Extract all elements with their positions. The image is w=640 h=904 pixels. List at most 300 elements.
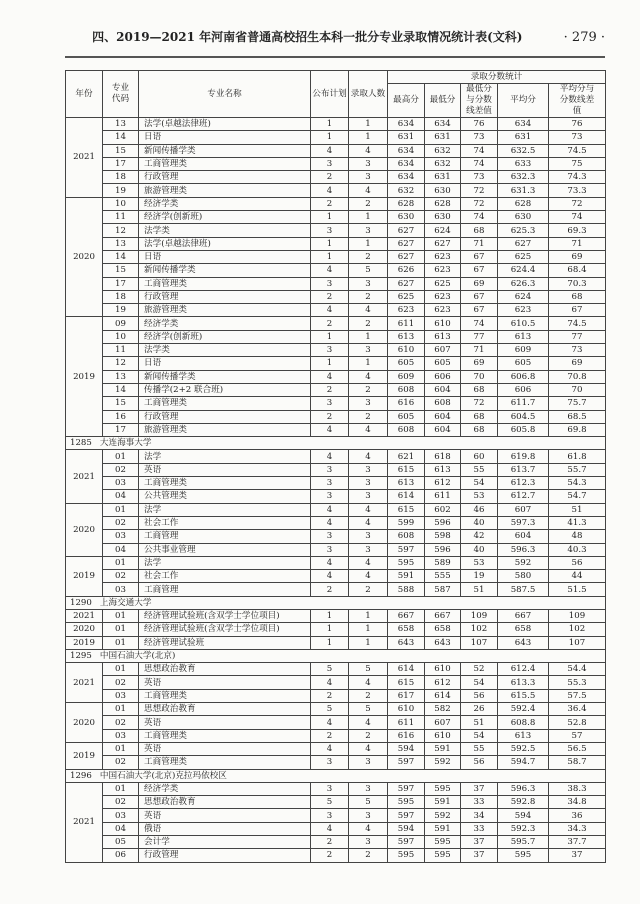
code-cell: 01 [103,503,139,516]
avg-diff-cell: 51 [549,503,606,516]
min-cell: 624 [425,224,461,237]
table-row [66,822,606,835]
min-cell: 587 [425,583,461,596]
admit-cell: 1 [349,623,388,636]
avg-diff-cell: 40.3 [549,543,606,556]
code-cell: 15 [103,144,139,157]
year-cell: 2020 [66,503,103,556]
plan-cell: 4 [311,556,349,569]
avg-cell: 594.7 [498,756,549,769]
avg-diff-cell: 74.5 [549,317,606,330]
table-row [66,171,606,184]
avg-diff-cell: 72 [549,197,606,210]
min-cell: 555 [425,570,461,583]
avg-diff-cell: 77 [549,330,606,343]
code-cell: 18 [103,171,139,184]
min-cell: 582 [425,703,461,716]
name-cell: 法学(卓越法律班) [139,118,311,131]
plan-cell: 2 [311,317,349,330]
avg-diff-cell: 67 [549,304,606,317]
code-cell: 02 [103,716,139,729]
page-header [65,30,605,45]
avg-diff-cell: 61.8 [549,450,606,463]
school-code: 1295 [70,651,92,662]
min-diff-cell: 37 [461,849,498,862]
avg-diff-cell: 56 [549,556,606,569]
admit-cell: 3 [349,277,388,290]
plan-cell: 1 [311,237,349,250]
year-cell: 2021 [66,118,103,198]
avg-cell: 630 [498,211,549,224]
avg-cell: 613.7 [498,463,549,476]
table-row [66,370,606,383]
name-cell: 行政管理 [139,410,311,423]
max-cell: 615 [388,503,425,516]
col-stats: 录取分数统计 [388,71,606,84]
table-row [66,197,606,210]
min-cell: 610 [425,663,461,676]
admit-cell: 4 [349,423,388,436]
name-cell: 工商管理 [139,583,311,596]
min-diff-cell: 68 [461,423,498,436]
plan-cell: 2 [311,849,349,862]
max-cell: 597 [388,543,425,556]
code-cell: 02 [103,570,139,583]
admit-cell: 3 [349,397,388,410]
min-diff-cell: 71 [461,237,498,250]
admit-cell: 1 [349,237,388,250]
min-cell: 643 [425,636,461,649]
avg-cell: 658 [498,623,549,636]
code-cell: 04 [103,543,139,556]
avg-diff-cell: 52.8 [549,716,606,729]
code-cell: 13 [103,237,139,250]
avg-diff-cell: 36 [549,809,606,822]
max-cell: 628 [388,197,425,210]
admit-cell: 3 [349,809,388,822]
table-row [66,450,606,463]
avg-diff-cell: 69 [549,250,606,263]
code-cell: 13 [103,118,139,131]
avg-cell: 605.8 [498,423,549,436]
avg-cell: 610.5 [498,317,549,330]
max-cell: 630 [388,211,425,224]
code-cell: 01 [103,663,139,676]
max-cell: 591 [388,570,425,583]
min-diff-cell: 107 [461,636,498,649]
plan-cell: 3 [311,397,349,410]
page-title: 四、2019—2021 年河南省普通高校招生本科一批分专业录取情况统计表(文科) [92,30,523,44]
plan-cell: 3 [311,756,349,769]
table-row [66,809,606,822]
min-cell: 623 [425,250,461,263]
name-cell: 会计学 [139,836,311,849]
name-cell: 旅游管理类 [139,184,311,197]
admit-cell: 2 [349,729,388,742]
plan-cell: 3 [311,782,349,795]
table-row [66,689,606,702]
min-cell: 596 [425,516,461,529]
min-diff-cell: 53 [461,490,498,503]
admit-cell: 4 [349,370,388,383]
plan-cell: 1 [311,118,349,131]
min-diff-cell: 109 [461,609,498,622]
school-code: 1285 [70,438,92,449]
table-body [66,118,606,863]
min-cell: 596 [425,543,461,556]
avg-diff-cell: 37.7 [549,836,606,849]
plan-cell: 2 [311,171,349,184]
admit-cell: 3 [349,171,388,184]
min-cell: 602 [425,503,461,516]
school-name: 大连海事大学 [99,438,152,449]
school-row [66,649,606,662]
avg-cell: 627 [498,237,549,250]
table-row [66,290,606,303]
name-cell: 公共事业管理 [139,543,311,556]
plan-cell: 4 [311,144,349,157]
admit-cell: 4 [349,450,388,463]
name-cell: 公共管理类 [139,490,311,503]
admit-cell: 4 [349,144,388,157]
max-cell: 616 [388,729,425,742]
max-cell: 611 [388,317,425,330]
max-cell: 634 [388,157,425,170]
avg-diff-cell: 76 [549,118,606,131]
name-cell: 经济管理试验班 [139,636,311,649]
avg-cell: 604 [498,530,549,543]
min-diff-cell: 55 [461,742,498,755]
code-cell: 01 [103,556,139,569]
max-cell: 623 [388,304,425,317]
max-cell: 627 [388,250,425,263]
avg-cell: 613 [498,729,549,742]
avg-diff-cell: 69 [549,357,606,370]
min-cell: 614 [425,689,461,702]
table-row [66,849,606,862]
plan-cell: 4 [311,184,349,197]
code-cell: 03 [103,809,139,822]
plan-cell: 2 [311,383,349,396]
admit-cell: 2 [349,410,388,423]
min-cell: 632 [425,144,461,157]
code-cell: 19 [103,184,139,197]
avg-cell: 596.3 [498,782,549,795]
min-cell: 613 [425,330,461,343]
max-cell: 605 [388,410,425,423]
min-cell: 610 [425,317,461,330]
min-cell: 630 [425,184,461,197]
table-row [66,277,606,290]
school-code: 1296 [70,770,92,781]
min-cell: 667 [425,609,461,622]
min-diff-cell: 102 [461,623,498,636]
table-row [66,716,606,729]
max-cell: 609 [388,370,425,383]
avg-diff-cell: 107 [549,636,606,649]
max-cell: 597 [388,836,425,849]
plan-cell: 1 [311,357,349,370]
avg-diff-cell: 70 [549,383,606,396]
min-cell: 589 [425,556,461,569]
name-cell: 工商管理类 [139,729,311,742]
avg-cell: 624 [498,290,549,303]
code-cell: 12 [103,357,139,370]
school-row [66,596,606,609]
admit-cell: 4 [349,570,388,583]
max-cell: 595 [388,556,425,569]
name-cell: 新闻传播学类 [139,144,311,157]
name-cell: 新闻传播学类 [139,370,311,383]
max-cell: 634 [388,171,425,184]
admit-cell: 3 [349,836,388,849]
min-cell: 592 [425,809,461,822]
min-cell: 598 [425,530,461,543]
min-diff-cell: 37 [461,782,498,795]
admit-cell: 3 [349,782,388,795]
table-row [66,663,606,676]
year-cell: 2021 [66,663,103,703]
min-diff-cell: 67 [461,264,498,277]
min-diff-cell: 74 [461,211,498,224]
table-row [66,836,606,849]
min-diff-cell: 19 [461,570,498,583]
avg-cell: 625 [498,250,549,263]
avg-diff-cell: 68 [549,290,606,303]
name-cell: 思想政治教育 [139,703,311,716]
min-diff-cell: 72 [461,184,498,197]
name-cell: 工商管理类 [139,397,311,410]
name-cell: 工商管理类 [139,157,311,170]
min-cell: 607 [425,344,461,357]
max-cell: 595 [388,849,425,862]
min-cell: 631 [425,131,461,144]
name-cell: 思想政治教育 [139,796,311,809]
plan-cell: 1 [311,250,349,263]
name-cell: 旅游管理类 [139,304,311,317]
code-cell: 01 [103,609,139,622]
table-header [66,71,606,118]
code-cell: 17 [103,423,139,436]
avg-diff-cell: 74.3 [549,171,606,184]
code-cell: 02 [103,796,139,809]
year-cell: 2021 [66,450,103,503]
avg-cell: 631 [498,131,549,144]
plan-cell: 4 [311,264,349,277]
name-cell: 工商管理 [139,530,311,543]
avg-diff-cell: 57 [549,729,606,742]
table-row [66,570,606,583]
code-cell: 02 [103,516,139,529]
plan-cell: 3 [311,809,349,822]
name-cell: 法学 [139,503,311,516]
code-cell: 04 [103,822,139,835]
table-row [66,703,606,716]
avg-diff-cell: 69.3 [549,224,606,237]
min-diff-cell: 51 [461,583,498,596]
max-cell: 594 [388,822,425,835]
table-row [66,503,606,516]
col-avg: 平均分 [498,84,549,118]
min-diff-cell: 74 [461,157,498,170]
table-row [66,357,606,370]
avg-cell: 592.5 [498,742,549,755]
admit-cell: 1 [349,609,388,622]
min-diff-cell: 76 [461,118,498,131]
code-cell: 02 [103,756,139,769]
code-cell: 19 [103,304,139,317]
code-cell: 18 [103,290,139,303]
min-diff-cell: 46 [461,503,498,516]
max-cell: 634 [388,144,425,157]
avg-diff-cell: 34.8 [549,796,606,809]
avg-cell: 595 [498,849,549,862]
avg-cell: 633 [498,157,549,170]
max-cell: 621 [388,450,425,463]
year-cell: 2019 [66,636,103,649]
min-diff-cell: 52 [461,663,498,676]
avg-cell: 606.8 [498,370,549,383]
plan-cell: 3 [311,224,349,237]
admit-cell: 2 [349,383,388,396]
admit-cell: 4 [349,676,388,689]
avg-cell: 612.4 [498,663,549,676]
code-cell: 17 [103,157,139,170]
min-cell: 607 [425,716,461,729]
year-cell: 2019 [66,317,103,437]
col-admit: 录取人数 [349,71,388,118]
avg-cell: 592 [498,556,549,569]
admit-cell: 2 [349,583,388,596]
avg-diff-cell: 73 [549,344,606,357]
name-cell: 传播学(2+2 联合班) [139,383,311,396]
min-cell: 628 [425,197,461,210]
table-row [66,516,606,529]
name-cell: 经济学类 [139,782,311,795]
avg-diff-cell: 68.5 [549,410,606,423]
avg-cell: 631.3 [498,184,549,197]
max-cell: 617 [388,689,425,702]
admit-cell: 1 [349,357,388,370]
name-cell: 法学类 [139,224,311,237]
avg-cell: 596.3 [498,543,549,556]
name-cell: 工商管理类 [139,689,311,702]
max-cell: 667 [388,609,425,622]
plan-cell: 4 [311,716,349,729]
avg-cell: 632.5 [498,144,549,157]
admit-cell: 4 [349,822,388,835]
name-cell: 思想政治教育 [139,663,311,676]
admit-cell: 1 [349,131,388,144]
max-cell: 627 [388,224,425,237]
code-cell: 10 [103,197,139,210]
plan-cell: 1 [311,623,349,636]
plan-cell: 5 [311,703,349,716]
plan-cell: 2 [311,836,349,849]
plan-cell: 3 [311,344,349,357]
min-diff-cell: 73 [461,171,498,184]
avg-cell: 606 [498,383,549,396]
table-row [66,344,606,357]
max-cell: 634 [388,118,425,131]
table-row [66,211,606,224]
admit-cell: 5 [349,703,388,716]
max-cell: 658 [388,623,425,636]
min-cell: 604 [425,423,461,436]
admit-cell: 1 [349,636,388,649]
min-cell: 605 [425,357,461,370]
col-name: 专业名称 [139,71,311,118]
table-row [66,583,606,596]
avg-diff-cell: 69.8 [549,423,606,436]
name-cell: 行政管理 [139,849,311,862]
admit-cell: 4 [349,503,388,516]
min-diff-cell: 60 [461,450,498,463]
col-plan: 公布计划 [311,71,349,118]
min-cell: 632 [425,157,461,170]
avg-cell: 595.7 [498,836,549,849]
min-diff-cell: 74 [461,144,498,157]
col-year: 年份 [66,71,103,118]
table-row [66,397,606,410]
avg-cell: 615.5 [498,689,549,702]
avg-diff-cell: 54.7 [549,490,606,503]
min-diff-cell: 42 [461,530,498,543]
min-cell: 630 [425,211,461,224]
admit-cell: 3 [349,490,388,503]
plan-cell: 3 [311,277,349,290]
min-diff-cell: 54 [461,729,498,742]
admit-cell: 3 [349,157,388,170]
avg-diff-cell: 58.7 [549,756,606,769]
table-row [66,224,606,237]
year-cell: 2021 [66,782,103,862]
min-cell: 623 [425,264,461,277]
code-cell: 03 [103,729,139,742]
code-cell: 10 [103,330,139,343]
code-cell: 03 [103,530,139,543]
max-cell: 643 [388,636,425,649]
avg-cell: 607 [498,503,549,516]
avg-diff-cell: 73.3 [549,184,606,197]
school-name: 中国石油大学(北京)克拉玛依校区 [99,770,227,781]
avg-cell: 634 [498,118,549,131]
min-diff-cell: 33 [461,822,498,835]
avg-diff-cell: 109 [549,609,606,622]
min-cell: 595 [425,836,461,849]
min-diff-cell: 51 [461,716,498,729]
avg-diff-cell: 55.3 [549,676,606,689]
min-cell: 613 [425,463,461,476]
min-cell: 591 [425,742,461,755]
max-cell: 613 [388,477,425,490]
name-cell: 社会工作 [139,570,311,583]
max-cell: 610 [388,703,425,716]
plan-cell: 1 [311,609,349,622]
min-cell: 625 [425,277,461,290]
code-cell: 01 [103,782,139,795]
name-cell: 英语 [139,716,311,729]
table-row [66,131,606,144]
admit-cell: 4 [349,742,388,755]
avg-cell: 604.5 [498,410,549,423]
max-cell: 631 [388,131,425,144]
plan-cell: 4 [311,503,349,516]
table-row [66,423,606,436]
plan-cell: 1 [311,131,349,144]
min-cell: 623 [425,304,461,317]
min-cell: 634 [425,118,461,131]
